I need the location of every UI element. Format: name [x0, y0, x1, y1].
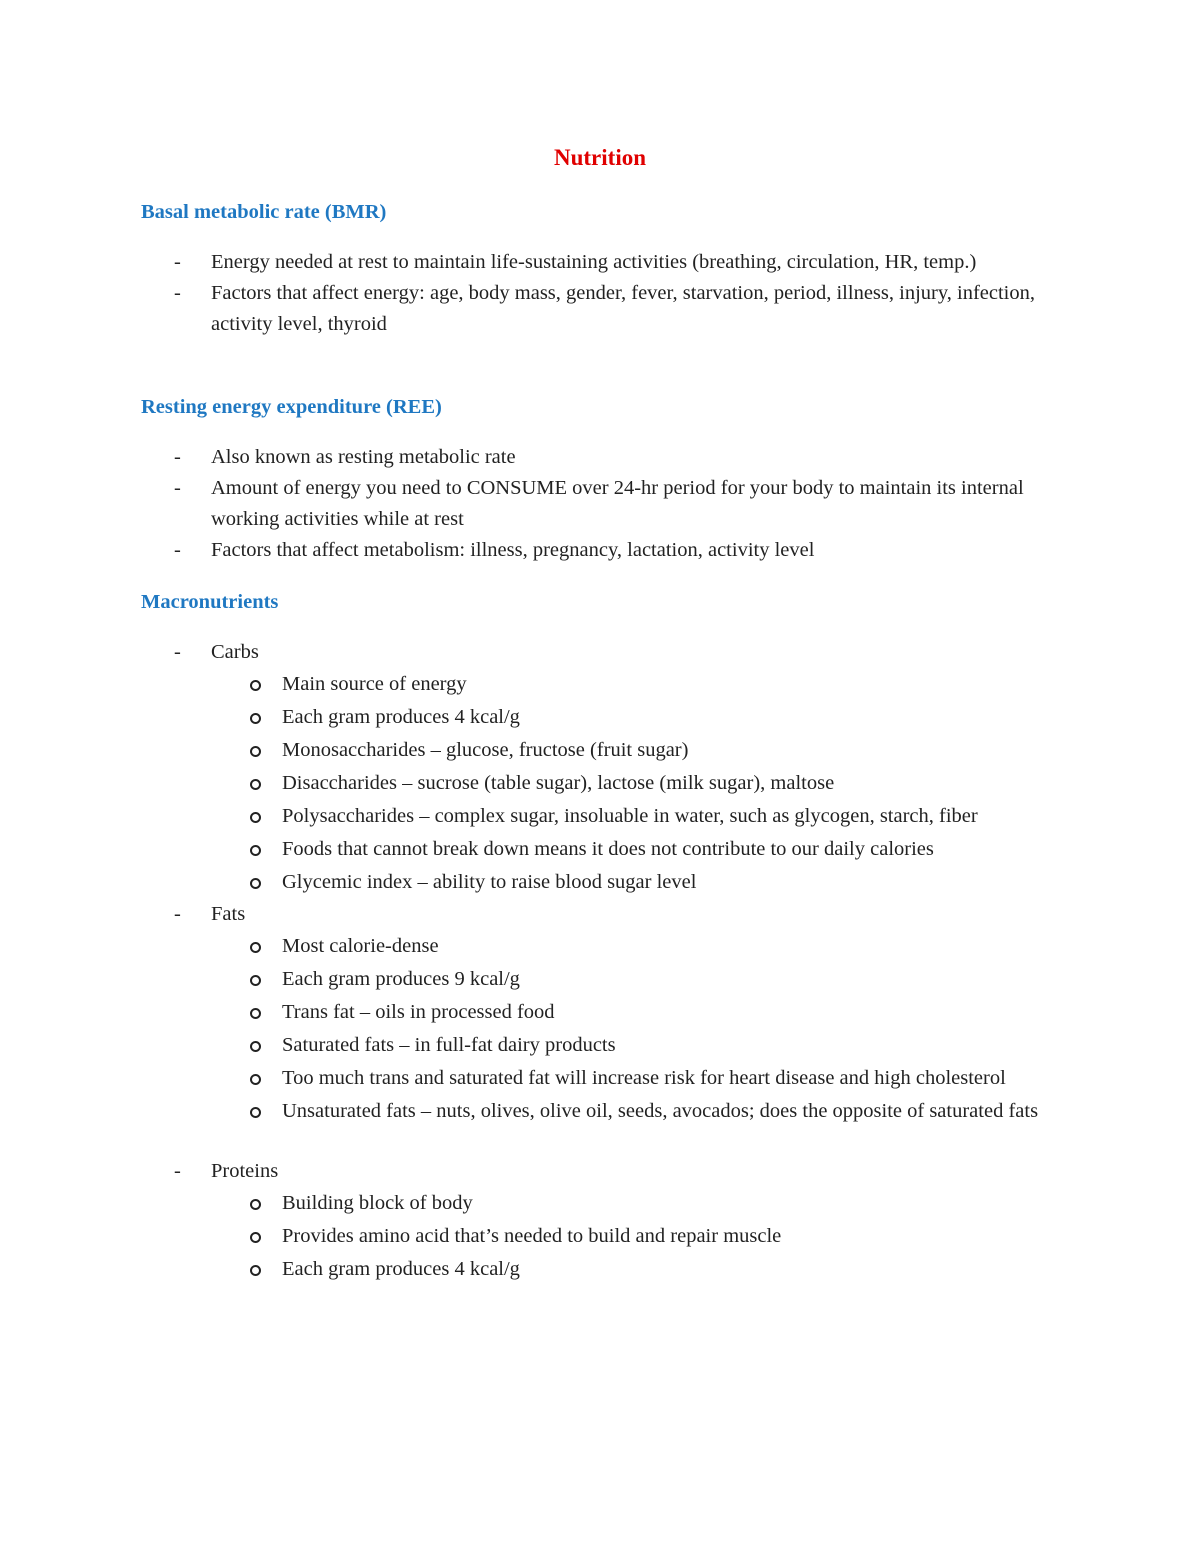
sub-item-text: Main source of energy — [282, 673, 467, 695]
bmr-list — [0, 247, 1200, 340]
section-heading-macronutrients: Macronutrients — [141, 591, 279, 613]
macronutrient-group-carbs — [0, 637, 1200, 899]
section-heading-ree: Resting energy expenditure (REE) — [141, 396, 442, 418]
fats-points — [211, 930, 1060, 1128]
dash-bullet: - — [174, 903, 181, 925]
sub-item-text: Trans fat – oils in processed food — [282, 1001, 555, 1023]
proteins-points — [211, 1187, 1060, 1286]
sub-item-text: Monosaccharides – glucose, fructose (fruit sugar) — [282, 739, 689, 761]
circle-bullet-icon — [250, 812, 261, 823]
sub-item-text: Each gram produces 9 kcal/g — [282, 968, 520, 990]
list-item — [0, 247, 1200, 278]
macronutrients-list — [0, 637, 1200, 1286]
list-item-text: Factors that affect metabolism: illness, pregnancy, lactation, activity level — [211, 539, 815, 561]
section-heading-bmr: Basal metabolic rate (BMR) — [141, 201, 387, 223]
circle-bullet-icon — [250, 680, 261, 691]
sub-list-item — [0, 930, 1200, 963]
sub-item-text: Foods that cannot break down means it does not contribute to our daily calories — [282, 838, 934, 860]
sub-list-item — [0, 866, 1200, 899]
sub-list-item — [0, 668, 1200, 701]
sub-list-item — [0, 833, 1200, 866]
sub-list-item — [0, 734, 1200, 767]
sub-item-text: Too much trans and saturated fat will increase risk for heart disease and high cholesterol — [282, 1067, 1006, 1089]
list-item — [0, 473, 1200, 535]
circle-bullet-icon — [250, 779, 261, 790]
group-label: Proteins — [211, 1160, 279, 1182]
sub-list-item — [0, 1062, 1200, 1095]
carbs-points — [211, 668, 1060, 899]
list-item-text: Amount of energy you need to CONSUME over 24-hr period for your body to maintain its internal working activities while at rest — [211, 477, 1024, 530]
group-label: Fats — [211, 903, 246, 925]
sub-list-item — [0, 1220, 1200, 1253]
list-item — [0, 278, 1200, 340]
circle-bullet-icon — [250, 1041, 261, 1052]
sub-list-item — [0, 1095, 1200, 1128]
circle-bullet-icon — [250, 1199, 261, 1210]
dash-bullet: - — [174, 641, 181, 663]
sub-item-text: Each gram produces 4 kcal/g — [282, 706, 520, 728]
dash-bullet: - — [174, 282, 181, 304]
sub-item-text: Glycemic index – ability to raise blood sugar level — [282, 871, 697, 893]
dash-bullet: - — [174, 1160, 181, 1182]
macronutrient-group-fats — [0, 899, 1200, 1156]
group-label: Carbs — [211, 641, 259, 663]
page-title: Nutrition — [554, 145, 646, 170]
macronutrient-group-proteins — [0, 1156, 1200, 1286]
circle-bullet-icon — [250, 878, 261, 889]
sub-list-item — [0, 996, 1200, 1029]
circle-bullet-icon — [250, 746, 261, 757]
circle-bullet-icon — [250, 1232, 261, 1243]
circle-bullet-icon — [250, 713, 261, 724]
sub-item-text: Each gram produces 4 kcal/g — [282, 1258, 520, 1280]
circle-bullet-icon — [250, 1008, 261, 1019]
sub-item-text: Saturated fats – in full-fat dairy products — [282, 1034, 616, 1056]
dash-bullet: - — [174, 446, 181, 468]
sub-item-text: Most calorie-dense — [282, 935, 439, 957]
circle-bullet-icon — [250, 1074, 261, 1085]
circle-bullet-icon — [250, 1107, 261, 1118]
sub-item-text: Provides amino acid that’s needed to build and repair muscle — [282, 1225, 782, 1247]
list-item — [0, 442, 1200, 473]
sub-list-item — [0, 1187, 1200, 1220]
sub-item-text: Disaccharides – sucrose (table sugar), lactose (milk sugar), maltose — [282, 772, 835, 794]
circle-bullet-icon — [250, 1265, 261, 1276]
list-item — [0, 535, 1200, 566]
circle-bullet-icon — [250, 845, 261, 856]
sub-list-item — [0, 701, 1200, 734]
group-spacer — [211, 1128, 1060, 1156]
circle-bullet-icon — [250, 942, 261, 953]
list-item-text: Energy needed at rest to maintain life-sustaining activities (breathing, circulation, HR, temp.) — [211, 251, 977, 273]
dash-bullet: - — [174, 251, 181, 273]
sub-list-item — [0, 963, 1200, 996]
sub-list-item — [0, 1029, 1200, 1062]
list-item-text: Also known as resting metabolic rate — [211, 446, 516, 468]
sub-item-text: Unsaturated fats – nuts, olives, olive oil, seeds, avocados; does the opposite of saturated fats — [282, 1100, 1039, 1122]
sub-list-item — [0, 767, 1200, 800]
dash-bullet: - — [174, 539, 181, 561]
circle-bullet-icon — [250, 975, 261, 986]
ree-list — [0, 442, 1200, 566]
list-item-text: Factors that affect energy: age, body mass, gender, fever, starvation, period, illness, injury, infection, activity level, thyroid — [211, 282, 1035, 335]
sub-item-text: Building block of body — [282, 1192, 473, 1214]
dash-bullet: - — [174, 477, 181, 499]
sub-list-item — [0, 800, 1200, 833]
sub-list-item — [0, 1253, 1200, 1286]
sub-item-text: Polysaccharides – complex sugar, insoluable in water, such as glycogen, starch, fiber — [282, 805, 978, 827]
